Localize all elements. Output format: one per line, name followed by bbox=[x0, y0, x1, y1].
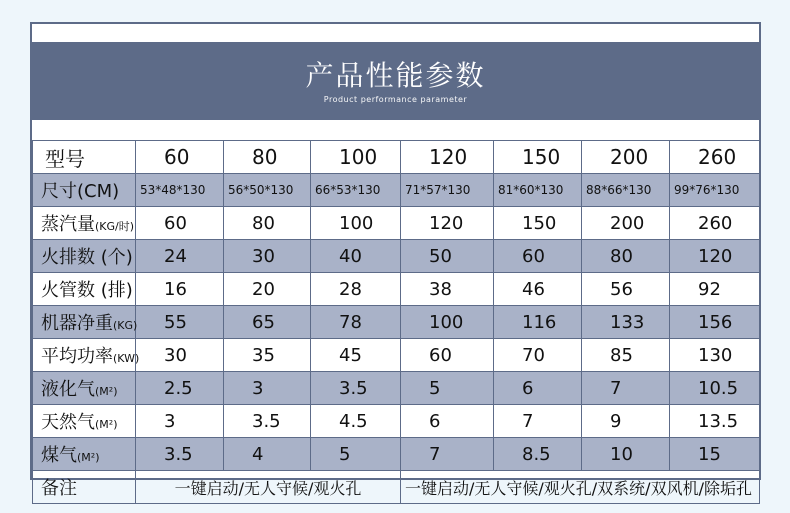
table-cell: 6 bbox=[494, 372, 582, 405]
table-cell: 5 bbox=[311, 438, 401, 471]
table-cell: 7 bbox=[401, 438, 494, 471]
row-label bbox=[33, 405, 136, 438]
table-cell: 20 bbox=[224, 273, 311, 306]
row-label-text: 型号 bbox=[45, 146, 85, 171]
row-label bbox=[33, 207, 136, 240]
table-cell: 5 bbox=[401, 372, 494, 405]
table-cell: 28 bbox=[311, 273, 401, 306]
table-cell: 78 bbox=[311, 306, 401, 339]
row-label-text: 尺寸(CM) bbox=[41, 181, 120, 202]
table-cell: 116 bbox=[494, 306, 582, 339]
row-label bbox=[33, 273, 136, 306]
table-cell: 88*66*130 bbox=[582, 174, 670, 207]
table-cell: 6 bbox=[401, 405, 494, 438]
table-cell: 99*76*130 bbox=[670, 174, 760, 207]
table-cell: 2.5 bbox=[136, 372, 224, 405]
table-cell: 150 bbox=[494, 141, 582, 174]
row-label-text: 液化气 bbox=[41, 379, 95, 400]
spec-table bbox=[32, 140, 760, 504]
row-unit: (M²) bbox=[95, 418, 118, 431]
table-cell: 200 bbox=[582, 141, 670, 174]
table-cell: 13.5 bbox=[670, 405, 760, 438]
remarks-basic: 一键启动/无人守候/观火孔 bbox=[136, 471, 401, 504]
table-row bbox=[33, 306, 760, 339]
row-unit: (KG/时) bbox=[95, 220, 135, 233]
row-unit: (KW) bbox=[113, 352, 140, 365]
table-cell: 30 bbox=[136, 339, 224, 372]
table-cell: 92 bbox=[670, 273, 760, 306]
row-unit: (M²) bbox=[95, 385, 118, 398]
table-cell: 24 bbox=[136, 240, 224, 273]
table-cell: 66*53*130 bbox=[311, 174, 401, 207]
row-label bbox=[33, 141, 136, 174]
table-cell: 120 bbox=[401, 207, 494, 240]
spec-frame bbox=[30, 22, 761, 499]
table-row bbox=[33, 372, 760, 405]
table-cell: 3 bbox=[224, 372, 311, 405]
table-cell: 100 bbox=[311, 141, 401, 174]
page-subtitle: Product performance parameter bbox=[323, 94, 468, 104]
table-cell: 200 bbox=[582, 207, 670, 240]
table-cell: 80 bbox=[224, 141, 311, 174]
table-row bbox=[33, 339, 760, 372]
remarks-row bbox=[33, 471, 760, 504]
table-cell: 80 bbox=[582, 240, 670, 273]
table-cell: 50 bbox=[401, 240, 494, 273]
row-label-text: 煤气 bbox=[41, 445, 77, 466]
table-cell: 4 bbox=[224, 438, 311, 471]
table-cell: 60 bbox=[136, 141, 224, 174]
table-row bbox=[33, 174, 760, 207]
table-cell: 70 bbox=[494, 339, 582, 372]
table-cell: 10 bbox=[582, 438, 670, 471]
table-cell: 30 bbox=[224, 240, 311, 273]
table-cell: 35 bbox=[224, 339, 311, 372]
row-label-text: 天然气 bbox=[41, 412, 95, 433]
row-unit: (M²) bbox=[77, 451, 100, 464]
remarks-label: 备注 bbox=[33, 471, 136, 504]
table-cell: 150 bbox=[494, 207, 582, 240]
table-cell: 3.5 bbox=[136, 438, 224, 471]
table-cell: 100 bbox=[311, 207, 401, 240]
table-cell: 9 bbox=[582, 405, 670, 438]
table-cell: 15 bbox=[670, 438, 760, 471]
row-label bbox=[33, 438, 136, 471]
table-cell: 60 bbox=[401, 339, 494, 372]
table-cell: 260 bbox=[670, 141, 760, 174]
row-label-text: 蒸汽量 bbox=[41, 214, 95, 235]
table-cell: 100 bbox=[401, 306, 494, 339]
table-cell: 3.5 bbox=[224, 405, 311, 438]
table-row bbox=[33, 438, 760, 471]
title-banner bbox=[32, 42, 759, 120]
row-label-text: 火排数 (个) bbox=[41, 247, 133, 268]
table-cell: 133 bbox=[582, 306, 670, 339]
table-row bbox=[33, 405, 760, 438]
table-cell: 130 bbox=[670, 339, 760, 372]
page-title: 产品性能参数 bbox=[305, 58, 486, 92]
table-cell: 38 bbox=[401, 273, 494, 306]
row-label bbox=[33, 174, 136, 207]
table-row bbox=[33, 207, 760, 240]
table-cell: 16 bbox=[136, 273, 224, 306]
row-label-text: 机器净重 bbox=[41, 313, 113, 334]
table-row bbox=[33, 240, 760, 273]
table-cell: 60 bbox=[136, 207, 224, 240]
table-cell: 120 bbox=[670, 240, 760, 273]
table-row bbox=[33, 141, 760, 174]
table-cell: 40 bbox=[311, 240, 401, 273]
table-cell: 81*60*130 bbox=[494, 174, 582, 207]
table-cell: 55 bbox=[136, 306, 224, 339]
table-cell: 3 bbox=[136, 405, 224, 438]
table-cell: 56*50*130 bbox=[224, 174, 311, 207]
table-cell: 56 bbox=[582, 273, 670, 306]
remarks-advanced: 一键启动/无人守候/观火孔/双系统/双风机/除垢孔 bbox=[401, 471, 760, 504]
row-label-text: 火管数 (排) bbox=[41, 280, 133, 301]
table-cell: 85 bbox=[582, 339, 670, 372]
table-cell: 71*57*130 bbox=[401, 174, 494, 207]
table-cell: 3.5 bbox=[311, 372, 401, 405]
table-row bbox=[33, 273, 760, 306]
table-cell: 7 bbox=[582, 372, 670, 405]
table-cell: 46 bbox=[494, 273, 582, 306]
row-label-text: 平均功率 bbox=[41, 346, 113, 367]
table-cell: 120 bbox=[401, 141, 494, 174]
table-cell: 156 bbox=[670, 306, 760, 339]
table-cell: 260 bbox=[670, 207, 760, 240]
table-cell: 7 bbox=[494, 405, 582, 438]
table-cell: 53*48*130 bbox=[136, 174, 224, 207]
row-unit: (KG) bbox=[113, 319, 138, 332]
table-cell: 45 bbox=[311, 339, 401, 372]
row-label bbox=[33, 339, 140, 372]
table-cell: 4.5 bbox=[311, 405, 401, 438]
row-label bbox=[33, 240, 136, 273]
row-label bbox=[33, 306, 136, 339]
table-cell: 80 bbox=[224, 207, 311, 240]
row-label bbox=[33, 372, 136, 405]
table-cell: 65 bbox=[224, 306, 311, 339]
table-cell: 60 bbox=[494, 240, 582, 273]
table-cell: 10.5 bbox=[670, 372, 760, 405]
table-cell: 8.5 bbox=[494, 438, 582, 471]
